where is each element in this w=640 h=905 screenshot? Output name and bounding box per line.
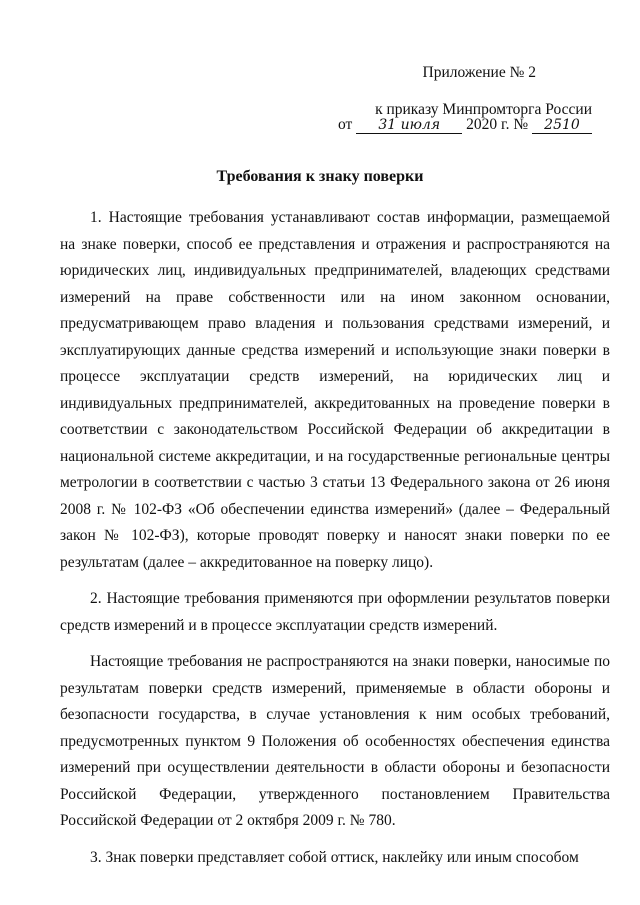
paragraph-2: 2. Настоящие требования применяются при оформлении результатов поверки средств измерений и в процессе эксплуатации средств измерений. — [60, 590, 610, 634]
order-year: 2020 г. № — [466, 116, 529, 133]
handwritten-date: 31 июля — [356, 117, 462, 134]
order-reference: к приказу Минпромторга России — [375, 101, 592, 118]
document-title: Требования к знаку поверки — [216, 168, 424, 185]
handwritten-order-number: 2510 — [532, 117, 592, 134]
order-date-line — [338, 116, 592, 134]
paragraph-4: 3. Знак поверки представляет собой оттиск, наклейку или иным способом — [90, 848, 579, 866]
date-prefix: от — [338, 116, 353, 133]
appendix-label: Приложение № 2 — [422, 64, 536, 81]
paragraph-3: Настоящие требования не распространяются на знаки поверки, наносимые по результатам поверки средств измерений, применяемые в области обороны и безопасности государства, в случае установления к ним особых требований, предусмотренных пунктом 9 Положения об особенностях обеспечения единства измерений при осуществлении деятельности в области обороны и безопасности Российской Федерации, утвержденного постановлением Правительства Российской Федерации от 2 октября 2009 г. № 780. — [60, 653, 610, 829]
paragraph-1: 1. Настоящие требования устанавливают состав информации, размещаемой на знаке поверки, способ ее представления и отражения и распространяются на юридических лиц, индивидуальных предпринимателей, владеющих средствами измерений на праве собственности или на ином законном основании, предусматривающем право владения и пользования средствами измерений, и эксплуатирующих данные средства измерений и использующие знаки поверки в процессе эксплуатации средств измерений, на юридических лиц и индивидуальных предпринимателей, аккредитованных на проведение поверки в соответствии с законодательством Российской Федерации об аккредитации в национальной системе аккредитации, и на государственные региональные центры метрологии в соответствии с частью 3 статьи 13 Федерального закона от 26 июня 2008 г. № 102-ФЗ «Об обеспечении единства измерений» (далее – Федеральный закон № 102-ФЗ), которые проводят поверку и наносят знаки поверки по ее результатам (далее – аккредитованное на поверку лицо). — [60, 209, 610, 571]
document-body — [60, 205, 610, 876]
